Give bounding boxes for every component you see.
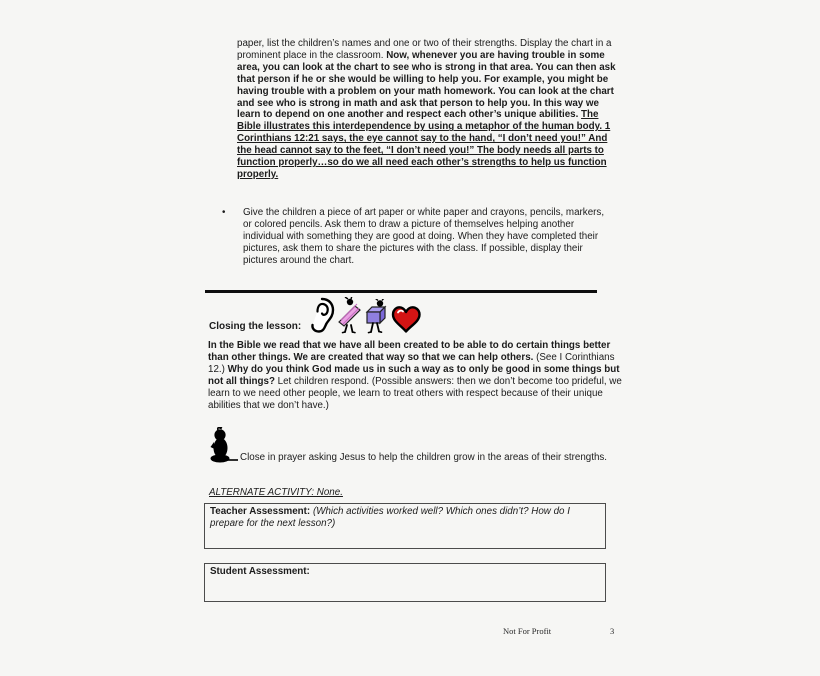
prayer-text: Close in prayer asking Jesus to help the children grow in the areas of their strengths.	[240, 452, 608, 464]
text-segment: (See I Corinthians 12.)	[208, 351, 615, 375]
section-divider	[205, 290, 597, 293]
text-segment: The Bible illustrates this interdependence by using a metaphor of the human body. 1 Corinthians 12:21 says, the eye cannot say to the hand, “I don’t need you!” And the head cannot say to the feet, “I don’t need you!” The body needs all parts to function properly…so do we all need each other’s strengths to help us function properly.	[237, 109, 611, 180]
helper-carrying-plank-icon	[337, 297, 362, 334]
text-segment: In the Bible we read that we have all been created to be able to do certain things better than other things. We are created that way so that we can help others.	[208, 340, 611, 363]
closing-lesson-row	[209, 296, 629, 334]
text-segment: ALTERNATE ACTIVITY: None.	[209, 487, 343, 498]
text-segment: Teacher Assessment:	[210, 506, 311, 517]
bible-paragraph	[208, 340, 624, 411]
bullet-item	[222, 207, 614, 267]
text-segment: Let children respond. (Possible answers: then we don’t become too prideful, we learn to we need other people, we learn to treat others with respect because of their unique abilities that we don’t have.)	[208, 375, 622, 411]
bullet-item-text: Give the children a piece of art paper or white paper and crayons, pencils, markers, or colored pencils. Ask them to draw a picture of themselves helping another individual with something they are good at doing. When they have completed their pictures, ask them to share the pictures with the class. If possible, display their pictures around the chart.	[243, 207, 605, 266]
praying-child-icon	[205, 427, 239, 464]
closing-lesson-icons	[309, 297, 422, 334]
closing-lesson-label: Closing the lesson:	[209, 321, 302, 332]
bullet-marker: •	[222, 207, 226, 218]
ear-icon	[309, 297, 335, 334]
student-assessment-box	[204, 563, 606, 602]
text-segment: Now, whenever you are having trouble in some area, you can look at the chart to see who is strong in that area. You can then ask that person if he or she would be willing to help you. For example, you might be having trouble with a problem on your math homework. You can look at the chart and see who is strong in math and ask that person to help you. In this way we learn to depend on one another and respect each other’s unique abilities.	[237, 49, 616, 121]
intro-paragraph	[237, 38, 621, 181]
prayer-block	[205, 427, 617, 464]
alternate-activity-label	[209, 487, 343, 499]
helper-carrying-box-icon	[364, 299, 389, 334]
footer-text: Not For Profit	[503, 626, 552, 636]
text-segment: paper, list the children’s names and one or two of their strengths. Display the chart in a prominent place in the classroom.	[237, 38, 612, 61]
heart-icon	[391, 305, 422, 334]
text-segment: (Which activities worked well? Which ones didn’t? How do I prepare for the next lesson?)	[210, 506, 570, 529]
text-segment: Why do you think God made us in such a way as to only be good in some things but not all things?	[208, 363, 620, 387]
text-segment: Student Assessment:	[210, 566, 310, 577]
footer-page-number: 3	[610, 626, 615, 636]
teacher-assessment-box	[204, 503, 606, 549]
